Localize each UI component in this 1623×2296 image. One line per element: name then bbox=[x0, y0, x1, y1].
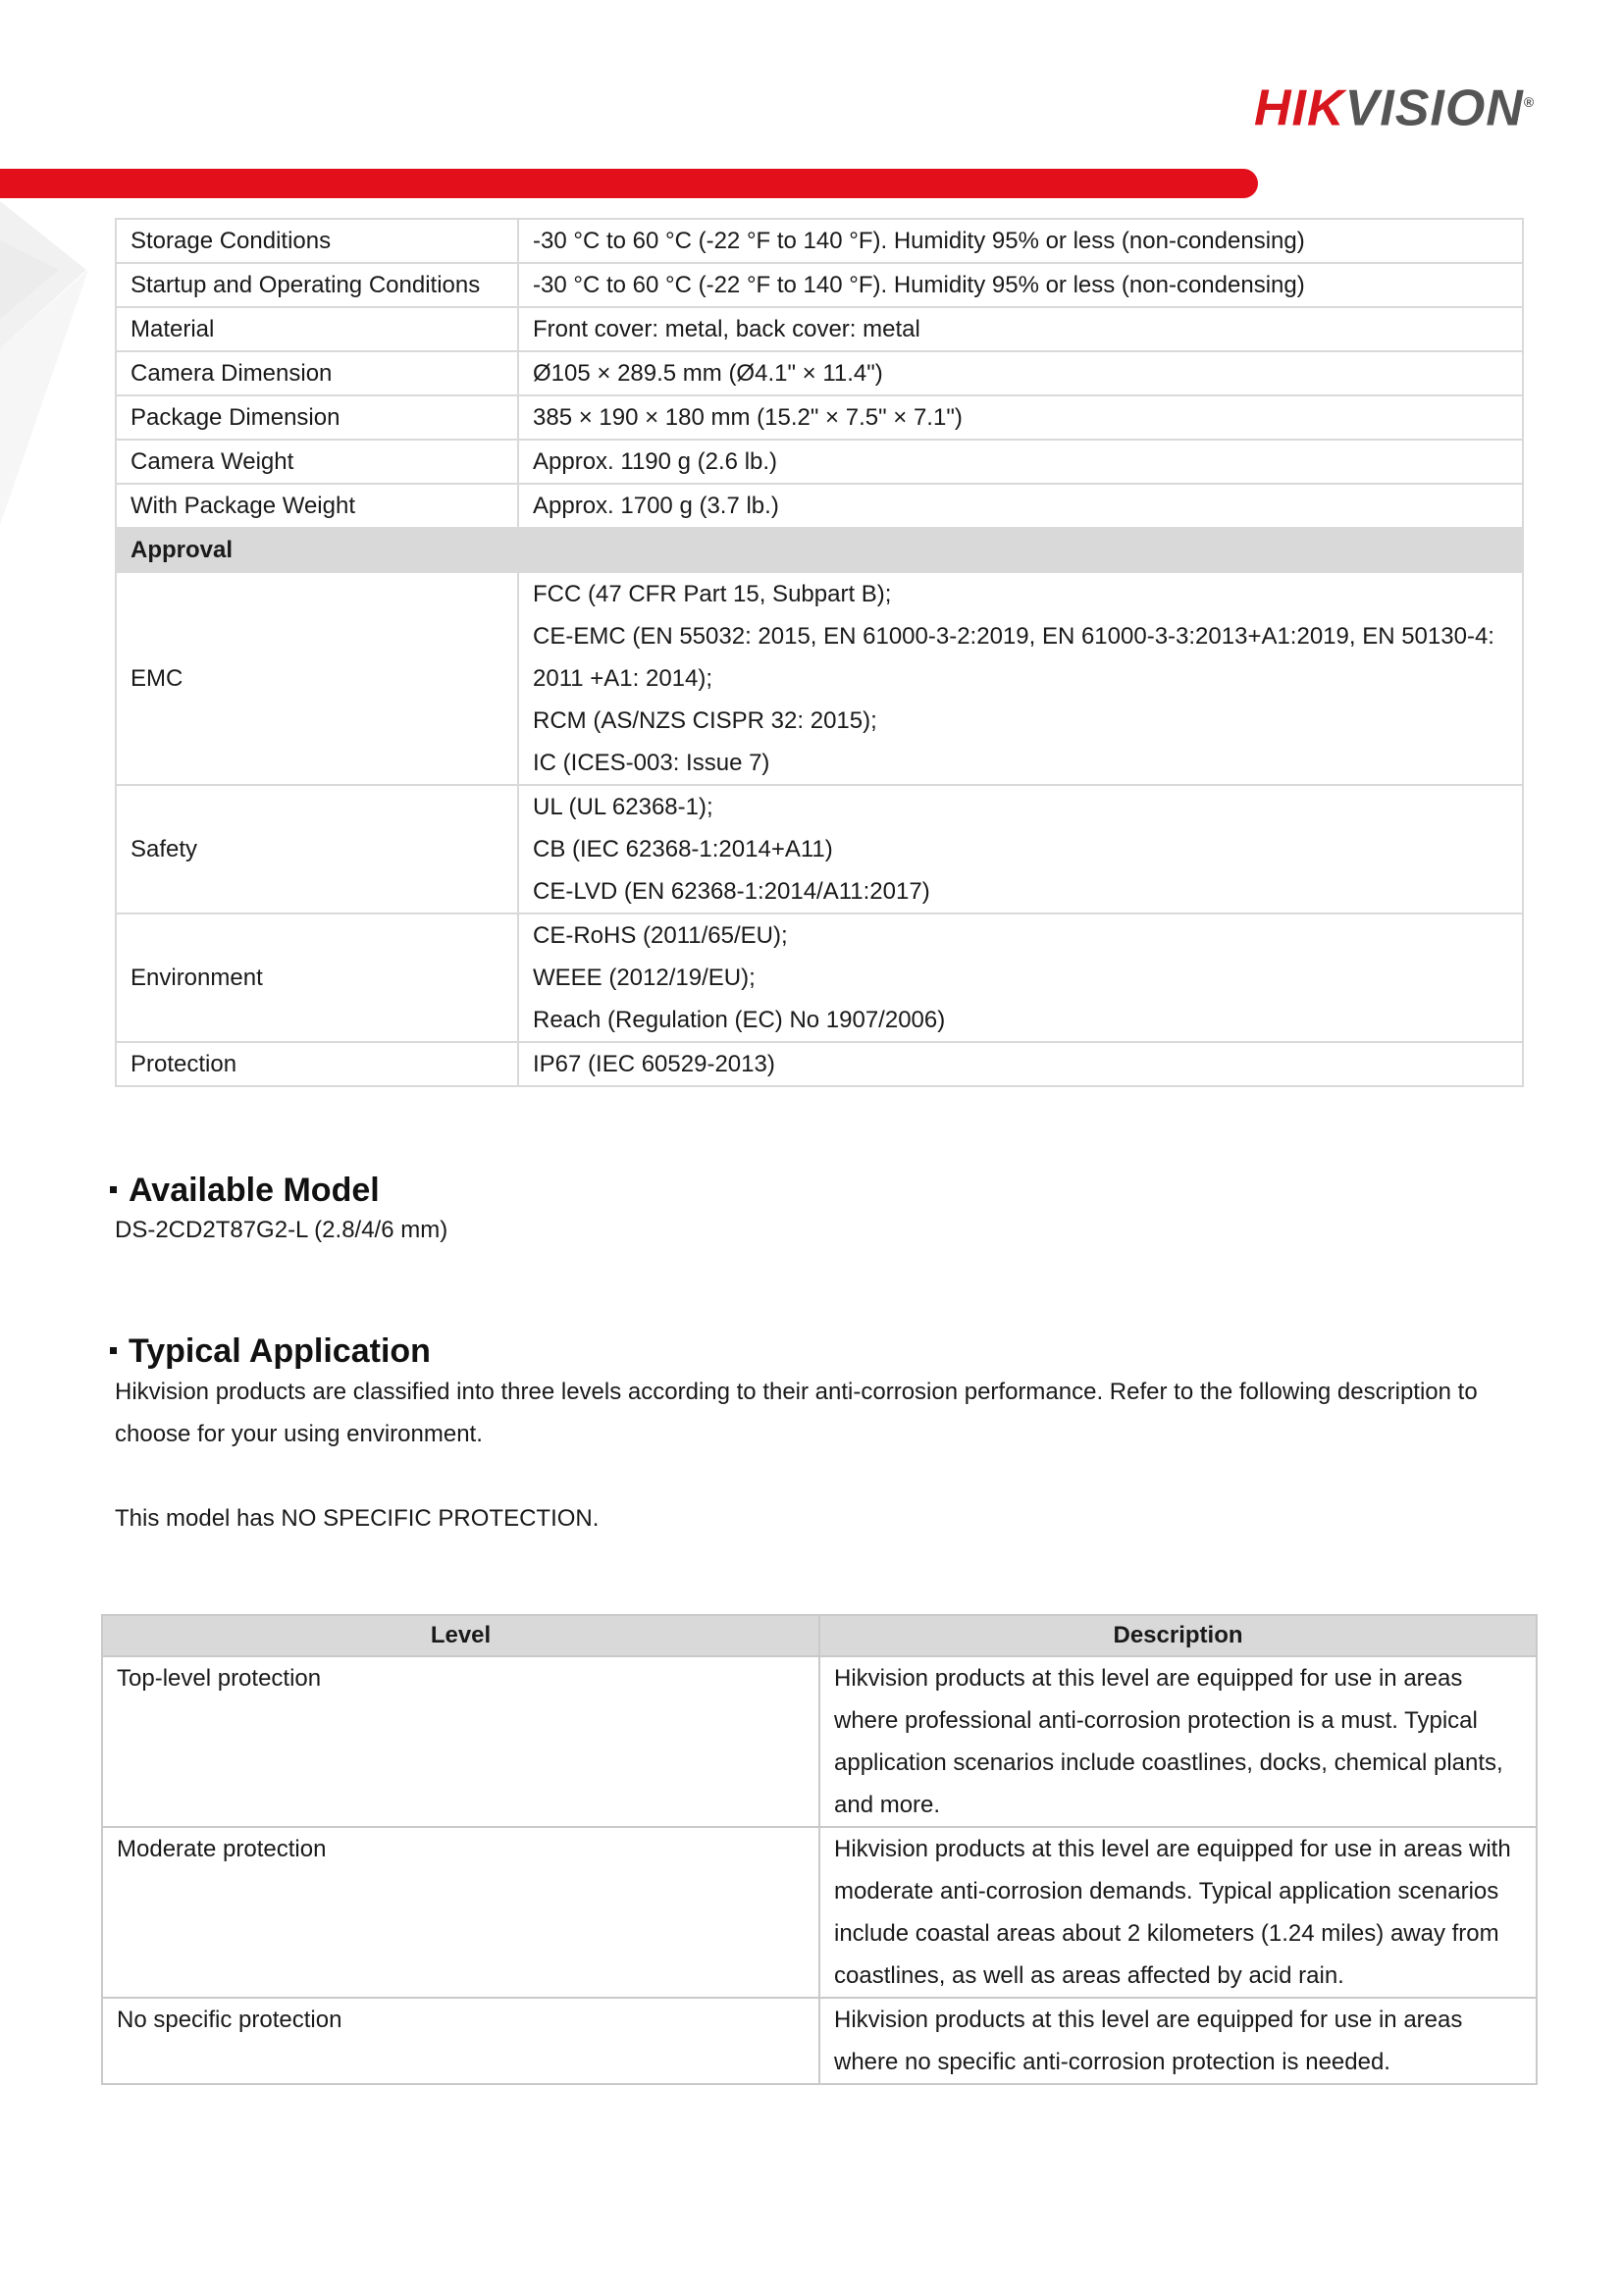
spec-value: Front cover: metal, back cover: metal bbox=[518, 307, 1523, 351]
spec-value: Ø105 × 289.5 mm (Ø4.1" × 11.4") bbox=[518, 351, 1523, 395]
available-model-title: Available Model bbox=[129, 1172, 380, 1209]
description-cell: Hikvision products at this level are equipped for use in areas where no specific anti-corrosion protection is needed. bbox=[819, 1998, 1537, 2084]
spec-value-line: CE-EMC (EN 55032: 2015, EN 61000-3-2:2019, EN 61000-3-3:2013+A1:2019, EN 50130-4: 2011 +A1: 2014); bbox=[533, 623, 1494, 692]
typical-application-title: Typical Application bbox=[129, 1332, 431, 1370]
spec-row bbox=[116, 219, 1523, 263]
watermark-graphic bbox=[0, 201, 88, 525]
spec-row bbox=[116, 440, 1523, 484]
spec-value bbox=[518, 913, 1523, 1042]
spec-key: Protection bbox=[116, 1042, 518, 1086]
description-cell: Hikvision products at this level are equipped for use in areas where professional anti-corrosion protection is a must. Typical application scenarios include coastlines, docks, chemical plants, and more. bbox=[819, 1656, 1537, 1827]
level-cell: Moderate protection bbox=[102, 1827, 819, 1998]
spec-key: Camera Dimension bbox=[116, 351, 518, 395]
spec-row bbox=[116, 484, 1523, 528]
spec-row bbox=[116, 263, 1523, 307]
protection-level-table bbox=[101, 1614, 1538, 2085]
spec-value-line: UL (UL 62368-1); bbox=[533, 794, 713, 820]
hikvision-logo bbox=[1254, 73, 1535, 137]
protection-note: This model has NO SPECIFIC PROTECTION. bbox=[115, 1505, 600, 1532]
spec-key: Environment bbox=[116, 913, 518, 1042]
spec-key: Material bbox=[116, 307, 518, 351]
header-red-bar bbox=[0, 169, 1258, 198]
spec-value bbox=[518, 572, 1523, 785]
spec-key: EMC bbox=[116, 572, 518, 785]
spec-table bbox=[115, 218, 1524, 1087]
spec-key: Camera Weight bbox=[116, 440, 518, 484]
bullet-square-icon bbox=[110, 1186, 117, 1193]
spec-row bbox=[116, 307, 1523, 351]
bullet-square-icon bbox=[110, 1347, 117, 1354]
approval-section-header bbox=[116, 528, 1523, 572]
spec-key: With Package Weight bbox=[116, 484, 518, 528]
spec-key: Package Dimension bbox=[116, 395, 518, 440]
spec-value bbox=[518, 785, 1523, 913]
spec-value-line: CB (IEC 62368-1:2014+A11) bbox=[533, 836, 833, 862]
table-row bbox=[102, 1998, 1537, 2084]
column-header-level: Level bbox=[102, 1615, 819, 1656]
spec-key: Safety bbox=[116, 785, 518, 913]
spec-value-line: CE-LVD (EN 62368-1:2014/A11:2017) bbox=[533, 878, 930, 905]
table-header-row bbox=[102, 1615, 1537, 1656]
description-cell: Hikvision products at this level are equipped for use in areas with moderate anti-corrosion demands. Typical application scenarios include coastal areas about 2 kilometers (1.24 miles) away from coastlines, as well as areas affected by acid rain. bbox=[819, 1827, 1537, 1998]
spec-value: -30 °C to 60 °C (-22 °F to 140 °F). Humidity 95% or less (non-condensing) bbox=[518, 219, 1523, 263]
logo-hik: HIK bbox=[1254, 79, 1345, 137]
table-row bbox=[102, 1656, 1537, 1827]
spec-row bbox=[116, 1042, 1523, 1086]
spec-row bbox=[116, 785, 1523, 913]
spec-value: Approx. 1190 g (2.6 lb.) bbox=[518, 440, 1523, 484]
spec-value-line: IC (ICES-003: Issue 7) bbox=[533, 750, 770, 776]
available-model-text: DS-2CD2T87G2-L (2.8/4/6 mm) bbox=[115, 1217, 448, 1243]
spec-value: 385 × 190 × 180 mm (15.2" × 7.5" × 7.1") bbox=[518, 395, 1523, 440]
approval-title: Approval bbox=[116, 528, 1523, 572]
spec-key: Startup and Operating Conditions bbox=[116, 263, 518, 307]
spec-value-line: Reach (Regulation (EC) No 1907/2006) bbox=[533, 1007, 946, 1033]
spec-value: IP67 (IEC 60529-2013) bbox=[518, 1042, 1523, 1086]
level-cell: No specific protection bbox=[102, 1998, 819, 2084]
spec-row bbox=[116, 913, 1523, 1042]
logo-registered-mark: ® bbox=[1523, 94, 1536, 110]
spec-row bbox=[116, 395, 1523, 440]
available-model-heading bbox=[110, 1170, 380, 1211]
spec-value-line: WEEE (2012/19/EU); bbox=[533, 965, 756, 991]
spec-row bbox=[116, 572, 1523, 785]
spec-value: Approx. 1700 g (3.7 lb.) bbox=[518, 484, 1523, 528]
spec-value-line: FCC (47 CFR Part 15, Subpart B); bbox=[533, 581, 892, 607]
level-cell: Top-level protection bbox=[102, 1656, 819, 1827]
spec-value-line: RCM (AS/NZS CISPR 32: 2015); bbox=[533, 707, 877, 734]
spec-value-line: CE-RoHS (2011/65/EU); bbox=[533, 922, 788, 949]
table-row bbox=[102, 1827, 1537, 1998]
column-header-description: Description bbox=[819, 1615, 1537, 1656]
typical-application-intro: Hikvision products are classified into three levels according to their anti-corrosion performance. Refer to the following description to choose for your using environment. bbox=[115, 1379, 1478, 1447]
spec-key: Storage Conditions bbox=[116, 219, 518, 263]
logo-vision: VISION bbox=[1344, 79, 1524, 137]
spec-row bbox=[116, 351, 1523, 395]
typical-application-heading bbox=[110, 1331, 431, 1372]
spec-value: -30 °C to 60 °C (-22 °F to 140 °F). Humidity 95% or less (non-condensing) bbox=[518, 263, 1523, 307]
